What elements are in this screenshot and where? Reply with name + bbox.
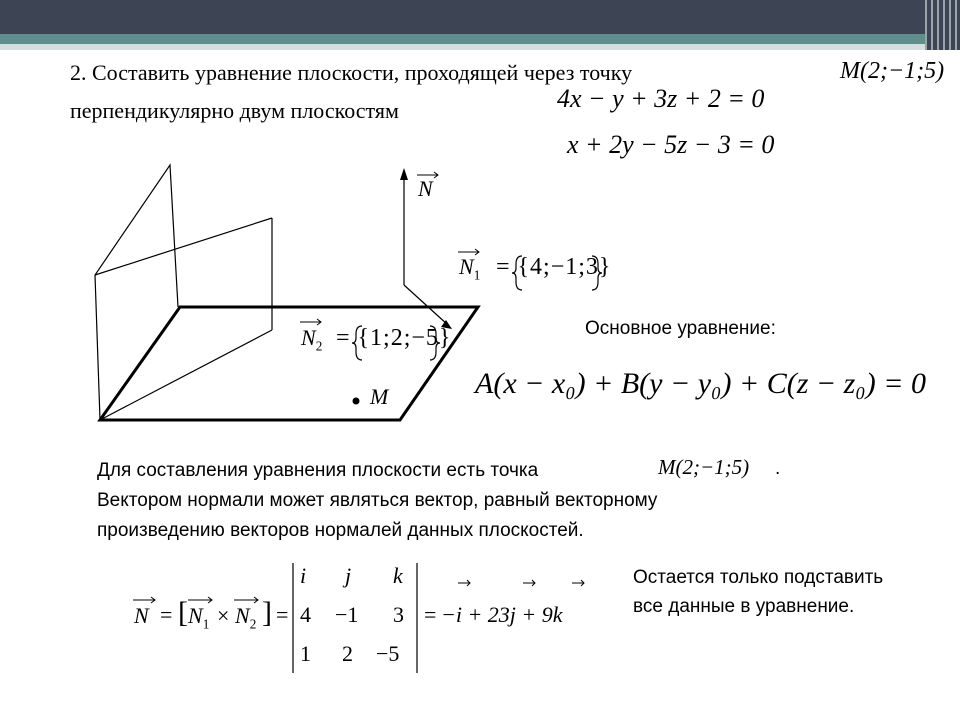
main-equation: A(x − x₀) + B(y − y₀) + C(z − z₀) = 0 — [475, 367, 926, 400]
plane-equation-1: 4x − y + 3z + 2 = 0 — [557, 84, 765, 113]
cross-times: × — [217, 603, 230, 628]
cross-N2 — [235, 603, 256, 632]
cross-bracket-open: [ — [178, 596, 188, 629]
explain-line-2: Вектором нормали может являться вектор, равный векторному — [97, 490, 658, 511]
N1-sub: 1 — [473, 267, 481, 283]
N2-label — [301, 325, 322, 354]
matrix-r1-c2: j — [345, 563, 352, 588]
N1-value: = {4;−1;3} — [496, 254, 612, 280]
explain-line-3: произведению векторов нормалей данных плоскостей. — [97, 520, 584, 541]
N2-name: N — [301, 325, 316, 350]
N1-name: N — [459, 254, 474, 279]
cross-lhs-N: N — [134, 603, 149, 628]
final-line-2: все данные в уравнение. — [633, 596, 855, 617]
plane-equation-2: x + 2y − 5z − 3 = 0 — [567, 130, 775, 159]
matrix-r3-c3: −5 — [376, 641, 400, 666]
N1-vector-line — [404, 285, 448, 325]
vertical-plane-intersection — [100, 330, 272, 420]
final-line-1: Остается только подставить — [633, 567, 884, 588]
explain-line-1: Для составления уравнения плоскости есть точка — [97, 460, 539, 481]
cross-result: −i + 23j + 9k — [441, 602, 563, 627]
vertical-plane-left — [95, 165, 178, 420]
task-line-2: перпендикулярно двум плоскостям — [70, 98, 399, 123]
N-label: N — [418, 176, 433, 201]
matrix-r2-c2: −1 — [335, 602, 359, 627]
explain-dot: . — [775, 458, 781, 479]
N2-value: = {1;2;−5} — [336, 325, 452, 351]
matrix-r1-c3: k — [393, 563, 403, 588]
horizontal-plane — [100, 307, 478, 420]
cross-N1-name: N — [188, 603, 203, 628]
matrix-r2-c1: 4 — [300, 602, 311, 627]
point-M-dot — [353, 398, 360, 405]
N1-label — [459, 254, 480, 283]
vertical-plane-top-edge — [95, 218, 272, 275]
cross-eq-1: = — [160, 602, 173, 627]
task-point: M(2;−1;5) — [840, 58, 945, 84]
cross-N2-sub: 2 — [249, 616, 257, 632]
matrix-r3-c1: 1 — [300, 641, 311, 666]
cross-N1-sub: 1 — [202, 616, 210, 632]
main-equation-title: Основное уравнение: — [585, 318, 776, 339]
cross-N1 — [188, 603, 209, 632]
cross-eq-3: = — [424, 602, 437, 627]
matrix-r3-c2: 2 — [342, 641, 353, 666]
task-line-1: 2. Составить уравнение плоскости, проходящей через точку — [70, 60, 633, 85]
explain-point: M(2;−1;5) — [658, 455, 750, 479]
cross-N2-name: N — [235, 603, 250, 628]
matrix-r2-c3: 3 — [393, 602, 404, 627]
N2-sub: 2 — [315, 338, 323, 354]
M-label: M — [370, 384, 389, 409]
N-vector-arrowhead — [400, 168, 408, 180]
cross-eq-2: = — [276, 602, 289, 627]
matrix-r1-c1: i — [300, 563, 307, 588]
cross-bracket-close: ] — [262, 596, 272, 629]
